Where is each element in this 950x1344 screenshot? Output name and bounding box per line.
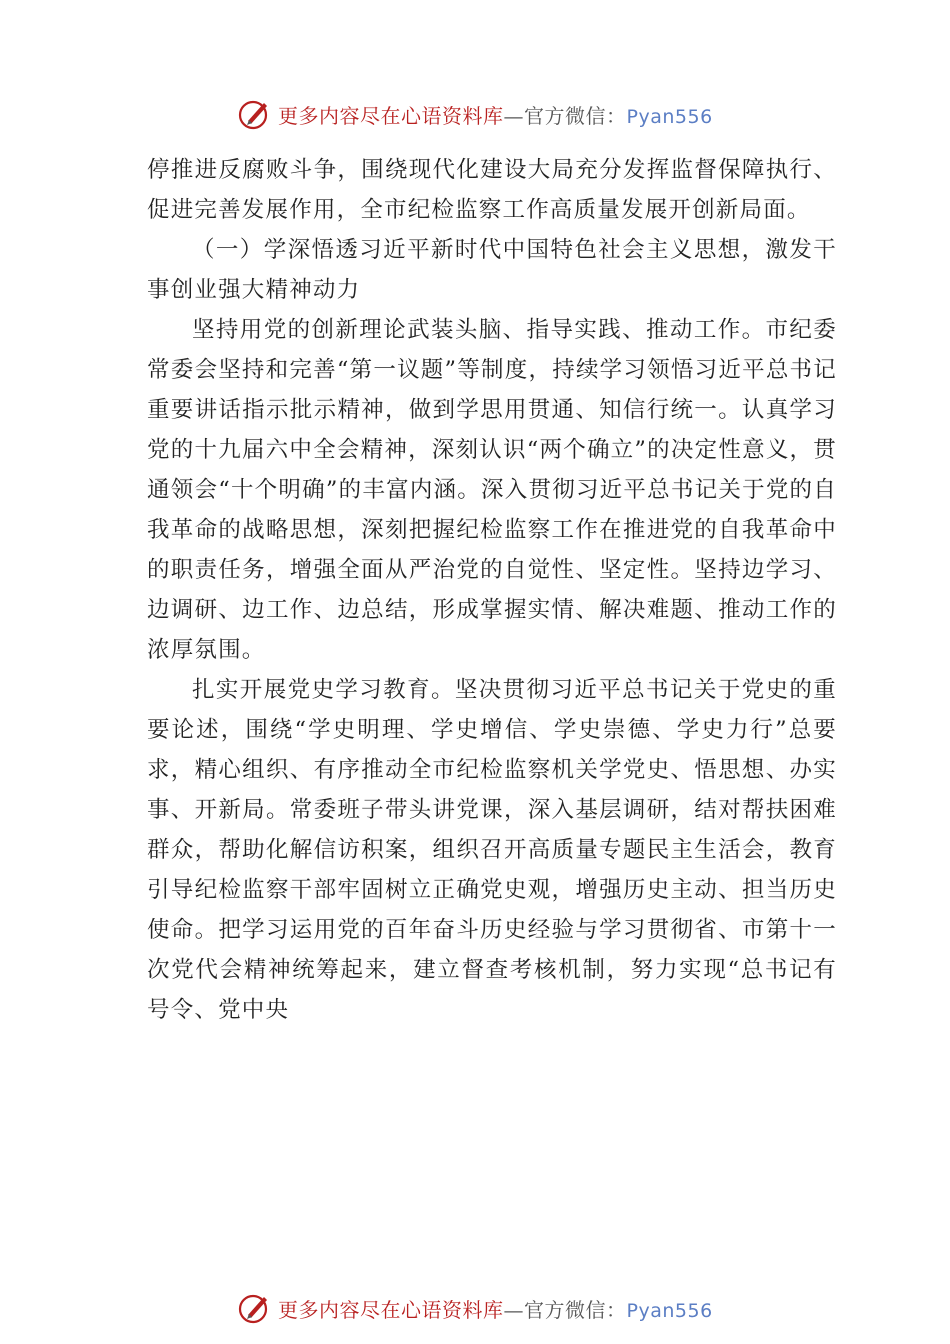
section-heading: （一）学深悟透习近平新时代中国特色社会主义思想，激发干事创业强大精神动力 (147, 237, 837, 303)
watermark-dash: — (503, 103, 524, 128)
footer-watermark (238, 1290, 713, 1326)
watermark-label: 官方微信： (524, 103, 627, 128)
watermark-dash: — (503, 1297, 524, 1322)
watermark-label: 官方微信： (524, 1297, 627, 1322)
watermark-id: Pyan556 (626, 105, 713, 128)
document-body (147, 150, 837, 1030)
quill-logo-icon (238, 1291, 272, 1325)
paragraph: 坚持用党的创新理论武装头脑、指导实践、推动工作。市纪委常委会坚持和完善“第一议题”等制度，持续学习领悟习近平总书记重要讲话指示批示精神，做到学思用贯通、知信行统一。认真学习党的十九届六中全会精神，深刻认识“两个确立”的决定性意义，贯通领会“十个明确”的丰富内涵。深入贯彻习近平总书记关于党的自我革命的战略思想，深刻把握纪检监察工作在推进党的自我革命中的职责任务，增强全面从严治党的自觉性、坚定性。坚持边学习、边调研、边工作、边总结，形成掌握实情、解决难题、推动工作的浓厚氛围。 (147, 317, 837, 663)
watermark-brand: 更多内容尽在心语资料库 (278, 1297, 504, 1322)
watermark-id: Pyan556 (626, 1299, 713, 1322)
header-watermark (238, 96, 713, 132)
quill-logo-icon (238, 97, 272, 131)
watermark-brand: 更多内容尽在心语资料库 (278, 103, 504, 128)
paragraph-continuation: 停推进反腐败斗争，围绕现代化建设大局充分发挥监督保障执行、促进完善发展作用，全市纪检监察工作高质量发展开创新局面。 (147, 157, 837, 223)
paragraph: 扎实开展党史学习教育。坚决贯彻习近平总书记关于党史的重要论述，围绕“学史明理、学史增信、学史崇德、学史力行”总要求，精心组织、有序推动全市纪检监察机关学党史、悟思想、办实事、开新局。常委班子带头讲党课，深入基层调研，结对帮扶困难群众，帮助化解信访积案，组织召开高质量专题民主生活会，教育引导纪检监察干部牢固树立正确党史观，增强历史主动、担当历史使命。把学习运用党的百年奋斗历史经验与学习贯彻省、市第十一次党代会精神统筹起来，建立督查考核机制，努力实现“总书记有号令、党中央 (147, 677, 837, 1023)
